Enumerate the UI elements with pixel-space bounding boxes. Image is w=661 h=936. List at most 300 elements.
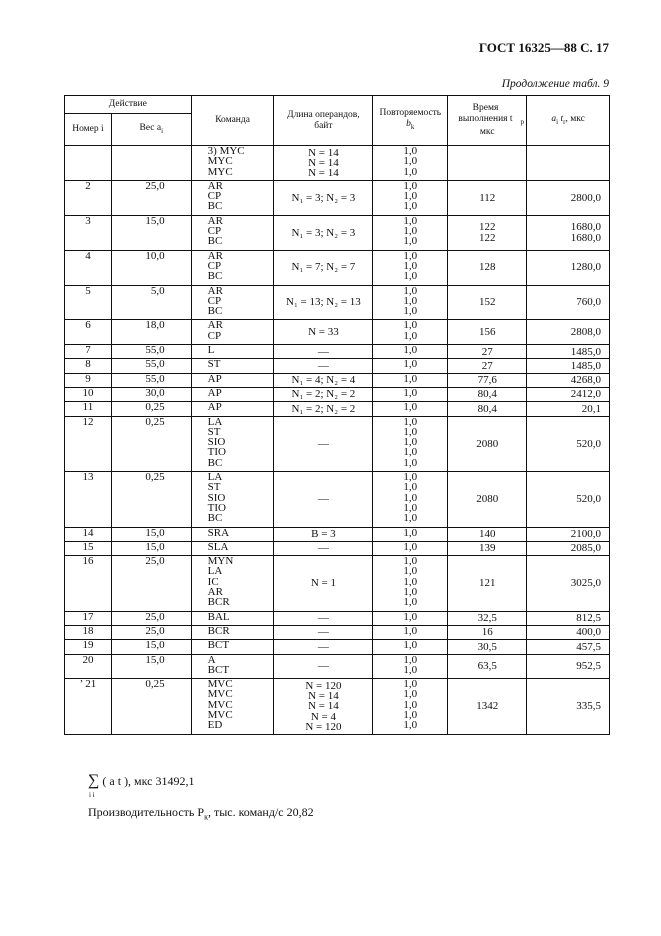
cell-length-line: — — [317, 542, 329, 555]
cell-number: 11 — [65, 402, 112, 416]
cell-command-line: L — [207, 344, 215, 357]
cell-time: 152 — [448, 285, 527, 320]
cell-command-line: A — [207, 653, 216, 666]
cell-at: 520,0 — [527, 416, 610, 472]
cell-command — [191, 527, 274, 541]
cell-repeat — [373, 345, 448, 359]
cell-repeat-line: 1,0 — [403, 512, 418, 525]
cell-number: 5 — [65, 285, 112, 320]
cell-repeat-line: 1,0 — [403, 235, 418, 248]
cell-repeat-line: 1,0 — [403, 586, 418, 599]
cell-repeat-line: 1,0 — [403, 596, 418, 609]
cell-command-line: CP — [207, 329, 222, 342]
cell-number: 18 — [65, 625, 112, 639]
cell-repeat-line: 1,0 — [403, 526, 418, 539]
cell-repeat — [373, 180, 448, 215]
cell-length — [274, 320, 373, 345]
cell-repeat-line: 1,0 — [403, 575, 418, 588]
cell-command-line: AR — [207, 214, 223, 227]
cell-repeat-line: 1,0 — [403, 501, 418, 514]
cell-repeat-line: 1,0 — [403, 344, 418, 357]
cell-time: 16 — [448, 625, 527, 639]
cell-number: 12 — [65, 416, 112, 472]
cell-command — [191, 402, 274, 416]
cell-repeat-line: 1,0 — [403, 319, 418, 332]
cell-repeat — [373, 527, 448, 541]
cell-command — [191, 387, 274, 401]
header-at-sub1: i — [556, 117, 559, 126]
table-row — [65, 527, 610, 541]
cell-repeat — [373, 556, 448, 612]
cell-length — [274, 472, 373, 528]
cell-repeat-line: 1,0 — [403, 214, 418, 227]
table-row — [65, 611, 610, 625]
table-row — [65, 320, 610, 345]
cell-repeat-line: 1,0 — [403, 145, 418, 157]
table-row — [65, 640, 610, 654]
table-row — [65, 250, 610, 285]
table-row — [65, 654, 610, 679]
cell-length — [274, 359, 373, 373]
cell-command — [191, 373, 274, 387]
cell-weight: 0,25 — [111, 402, 191, 416]
cell-length — [274, 285, 373, 320]
cell-command-line: AR — [207, 284, 223, 297]
cell-command-line: CP — [207, 225, 222, 238]
cell-at: 335,5 — [527, 679, 610, 735]
cell-length-line: N₁ = 3; N₂ = 3 — [291, 226, 356, 239]
performance-label: Производительность P — [88, 805, 205, 819]
cell-length-line: — — [317, 626, 329, 639]
performance-value: , тыс. команд/с 20,82 — [207, 805, 314, 819]
header-time-sub: p — [520, 117, 524, 126]
cell-repeat-line: 1,0 — [403, 624, 418, 637]
cell-command-line: BC — [207, 456, 223, 469]
cell-at: 812,5 — [527, 611, 610, 625]
cell-command-line: AR — [207, 319, 223, 332]
cell-command-line: LA — [207, 471, 223, 484]
header-length-text: Длина операндов, байт — [287, 109, 360, 131]
cell-time: 27 — [448, 359, 527, 373]
table-row — [65, 679, 610, 735]
table-row — [65, 416, 610, 472]
cell-time: 139 — [448, 541, 527, 555]
cell-length-line: N = 14 — [308, 689, 339, 702]
cell-command-line: MVC — [207, 688, 233, 701]
cell-repeat — [373, 146, 448, 181]
cell-repeat — [373, 679, 448, 735]
cell-length — [274, 541, 373, 555]
header-at — [527, 96, 610, 146]
cell-command-line: ED — [207, 719, 223, 732]
cell-length — [274, 373, 373, 387]
sigma-symbol: ∑ — [88, 772, 100, 789]
cell-repeat — [373, 285, 448, 320]
header-at-t: t — [558, 113, 564, 124]
cell-weight: 5,0 — [111, 285, 191, 320]
cell-time: 112 — [448, 180, 527, 215]
cell-length-line: — — [317, 493, 329, 506]
cell-repeat — [373, 402, 448, 416]
cell-command-line: 3) MYC — [207, 145, 245, 157]
cell-weight: 25,0 — [111, 180, 191, 215]
cell-repeat-line: 1,0 — [403, 610, 418, 623]
table-row — [65, 541, 610, 555]
header-weight — [111, 114, 191, 146]
cell-weight: 25,0 — [111, 625, 191, 639]
cell-command — [191, 625, 274, 639]
cell-repeat — [373, 611, 448, 625]
cell-number: 16 — [65, 556, 112, 612]
cell-length-line: — — [317, 359, 329, 372]
cell-command-line: BCT — [207, 639, 230, 652]
cell-length-line: B = 3 — [311, 528, 336, 541]
cell-at: 2085,0 — [527, 541, 610, 555]
cell-repeat-line: 1,0 — [403, 678, 418, 691]
cell-number — [65, 146, 112, 181]
cell-repeat-line: 1,0 — [403, 415, 418, 428]
cell-weight: 15,0 — [111, 640, 191, 654]
cell-repeat-line: 1,0 — [403, 372, 418, 385]
cell-command — [191, 359, 274, 373]
cell-repeat-line: 1,0 — [403, 425, 418, 438]
cell-weight: 55,0 — [111, 345, 191, 359]
cell-weight: 0,25 — [111, 416, 191, 472]
sum-expression: ( a t ), мкс 31492,1 — [102, 774, 195, 788]
cell-repeat-line: 1,0 — [403, 565, 418, 578]
cell-length — [274, 387, 373, 401]
cell-repeat-line: 1,0 — [403, 155, 418, 168]
cell-repeat — [373, 472, 448, 528]
cell-command — [191, 679, 274, 735]
cell-command-line: AP — [207, 386, 222, 399]
header-repeat-text: Повторяемость — [379, 108, 442, 119]
cell-weight: 10,0 — [111, 250, 191, 285]
cell-weight: 25,0 — [111, 611, 191, 625]
cell-command — [191, 556, 274, 612]
cell-time: 63,5 — [448, 654, 527, 679]
cell-length — [274, 215, 373, 250]
cell-length-line: — — [317, 612, 329, 625]
table-row — [65, 215, 610, 250]
table-row — [65, 180, 610, 215]
cell-repeat-line: 1,0 — [403, 540, 418, 553]
cell-time: 140 — [448, 527, 527, 541]
sum-line — [88, 772, 195, 799]
cell-command-line: SIO — [207, 491, 226, 504]
cell-number: 15 — [65, 541, 112, 555]
cell-time: 2080 — [448, 416, 527, 472]
cell-time: 128 — [448, 250, 527, 285]
cell-repeat — [373, 359, 448, 373]
cell-weight: 30,0 — [111, 387, 191, 401]
cell-command-line: BC — [207, 305, 223, 318]
cell-repeat — [373, 373, 448, 387]
table-row — [65, 556, 610, 612]
cell-length — [274, 527, 373, 541]
header-time-text: Время выполнения t — [458, 102, 513, 124]
cell-repeat-line: 1,0 — [403, 190, 418, 203]
cell-length-line: — — [317, 437, 329, 450]
cell-time: 2080 — [448, 472, 527, 528]
cell-command — [191, 345, 274, 359]
cell-at: 2100,0 — [527, 527, 610, 541]
cell-time: 122 122 — [448, 215, 527, 250]
cell-repeat — [373, 215, 448, 250]
cell-command — [191, 541, 274, 555]
cell-command-line: IC — [207, 575, 219, 588]
cell-length — [274, 416, 373, 472]
cell-weight: 18,0 — [111, 320, 191, 345]
cell-number: 7 — [65, 345, 112, 359]
cell-command-line: MYN — [207, 555, 234, 568]
cell-number: 13 — [65, 472, 112, 528]
cell-command-line: TIO — [207, 501, 226, 514]
header-number: Номер i — [65, 114, 112, 146]
cell-length — [274, 654, 373, 679]
cell-repeat-line: 1,0 — [403, 639, 418, 652]
cell-number: 19 — [65, 640, 112, 654]
cell-at: 1280,0 — [527, 250, 610, 285]
cell-repeat-line: 1,0 — [403, 329, 418, 342]
cell-weight: 0,25 — [111, 679, 191, 735]
cell-repeat-line: 1,0 — [403, 270, 418, 283]
cell-repeat-line: 1,0 — [403, 698, 418, 711]
cell-time: 1342 — [448, 679, 527, 735]
cell-command-line: BC — [207, 270, 223, 283]
cell-repeat-line: 1,0 — [403, 294, 418, 307]
cell-number: 3 — [65, 215, 112, 250]
cell-number: 8 — [65, 359, 112, 373]
cell-length — [274, 625, 373, 639]
cell-at: 3025,0 — [527, 556, 610, 612]
cell-command-line: BAL — [207, 610, 230, 623]
header-repeat — [373, 96, 448, 146]
cell-length — [274, 640, 373, 654]
cell-time: 156 — [448, 320, 527, 345]
cell-command — [191, 285, 274, 320]
cell-repeat-line: 1,0 — [403, 709, 418, 721]
cell-command-line: BC — [207, 235, 223, 248]
cell-repeat — [373, 654, 448, 679]
cell-command — [191, 611, 274, 625]
header-action: Действие — [65, 96, 192, 114]
cell-at: 520,0 — [527, 472, 610, 528]
cell-command-line: AP — [207, 372, 222, 385]
cell-command-line: MYC — [207, 155, 233, 168]
table-row — [65, 345, 610, 359]
cell-time: 32,5 — [448, 611, 527, 625]
cell-length-line: N₁ = 4; N₂ = 4 — [291, 374, 356, 387]
cell-repeat — [373, 416, 448, 472]
cell-number: 6 — [65, 320, 112, 345]
cell-length — [274, 556, 373, 612]
cell-repeat-line: 1,0 — [403, 386, 418, 399]
cell-repeat-line: 1,0 — [403, 471, 418, 484]
cell-weight: 15,0 — [111, 541, 191, 555]
cell-command-line: ST — [207, 425, 221, 438]
cell-length-line: — — [317, 660, 329, 673]
cell-number: 10 — [65, 387, 112, 401]
cell-repeat-line: 1,0 — [403, 225, 418, 238]
cell-repeat — [373, 640, 448, 654]
cell-length — [274, 679, 373, 735]
cell-repeat-line: 1,0 — [403, 401, 418, 414]
cell-time: 30,5 — [448, 640, 527, 654]
table-row — [65, 359, 610, 373]
header-command: Команда — [191, 96, 274, 146]
cell-command-line: AR — [207, 249, 223, 262]
cell-length-line: N = 33 — [308, 326, 339, 339]
cell-repeat-line: 1,0 — [403, 284, 418, 297]
header-time-unit: мкс — [479, 127, 495, 138]
cell-length-line: — — [317, 640, 329, 653]
cell-command-line: SIO — [207, 436, 226, 449]
cell-at: 2412,0 — [527, 387, 610, 401]
cell-command-line: CP — [207, 190, 222, 203]
cell-repeat-line: 1,0 — [403, 165, 418, 178]
cell-repeat-line: 1,0 — [403, 200, 418, 213]
cell-time: 77,6 — [448, 373, 527, 387]
cell-at: 400,0 — [527, 625, 610, 639]
cell-command-line: BCR — [207, 624, 230, 637]
cell-length-line: N₁ = 2; N₂ = 2 — [291, 388, 356, 401]
cell-command-line: LA — [207, 415, 223, 428]
cell-at: 1485,0 — [527, 359, 610, 373]
cell-time: 121 — [448, 556, 527, 612]
cell-at: 4268,0 — [527, 373, 610, 387]
cell-time: 27 — [448, 345, 527, 359]
cell-length-line: N₁ = 7; N₂ = 7 — [291, 261, 356, 274]
cell-length-line: N = 14 — [308, 156, 339, 169]
cell-repeat-line: 1,0 — [403, 491, 418, 504]
cell-command-line: LA — [207, 565, 223, 578]
header-length — [274, 96, 373, 146]
cell-repeat — [373, 250, 448, 285]
cell-weight: 15,0 — [111, 527, 191, 541]
cell-at: 2800,0 — [527, 180, 610, 215]
cell-length — [274, 146, 373, 181]
cell-command-line: SRA — [207, 526, 230, 539]
cell-at: 1680,0 1680,0 — [527, 215, 610, 250]
cell-command-line: BC — [207, 200, 223, 213]
cell-at: 1485,0 — [527, 345, 610, 359]
cell-command-line: SLA — [207, 540, 229, 553]
cell-command-line: CP — [207, 294, 222, 307]
cell-command — [191, 180, 274, 215]
cell-length-line: N = 120 — [305, 679, 342, 692]
cell-command-line: ST — [207, 481, 221, 494]
cell-weight — [111, 146, 191, 181]
header-repeat-sub: k — [410, 122, 415, 131]
table-continuation-label: Продолжение табл. 9 — [501, 78, 609, 90]
cell-command — [191, 654, 274, 679]
cell-length-line: N₁ = 2; N₂ = 2 — [291, 402, 356, 415]
header-time — [448, 96, 527, 146]
table-row — [65, 625, 610, 639]
cell-at: 760,0 — [527, 285, 610, 320]
table-row — [65, 387, 610, 401]
cell-length-line: N = 4 — [310, 710, 336, 723]
cell-command-line: MVC — [207, 698, 233, 711]
cell-weight: 15,0 — [111, 654, 191, 679]
header-weight-sub: i — [161, 126, 164, 135]
cell-number: 9 — [65, 373, 112, 387]
cell-weight: 25,0 — [111, 556, 191, 612]
cell-at — [527, 146, 610, 181]
cell-repeat-line: 1,0 — [403, 305, 418, 318]
cell-length — [274, 180, 373, 215]
cell-weight: 55,0 — [111, 359, 191, 373]
table-body — [65, 146, 610, 735]
header-at-a: a — [551, 113, 557, 124]
cell-command — [191, 416, 274, 472]
cell-command — [191, 640, 274, 654]
cell-repeat-line: 1,0 — [403, 688, 418, 701]
cell-repeat-line: 1,0 — [403, 456, 418, 469]
performance-line — [88, 805, 314, 821]
cell-command — [191, 146, 274, 181]
cell-number: 20 — [65, 654, 112, 679]
cell-time — [448, 146, 527, 181]
cell-at: 457,5 — [527, 640, 610, 654]
performance-sub: к — [204, 812, 208, 822]
cell-command-line: AP — [207, 401, 222, 414]
sigma-subscript: i i — [89, 791, 95, 799]
cell-length-line: — — [317, 345, 329, 358]
cell-repeat-line: 1,0 — [403, 653, 418, 666]
cell-length-line: N = 120 — [305, 720, 342, 733]
cell-repeat — [373, 541, 448, 555]
header-at-unit: , мкс — [565, 113, 585, 124]
cell-length-line: N₁ = 13; N₂ = 13 — [286, 296, 361, 309]
cell-command — [191, 320, 274, 345]
cell-length-line: N = 14 — [308, 700, 339, 713]
cell-time: 80,4 — [448, 402, 527, 416]
table-row — [65, 285, 610, 320]
cell-weight: 15,0 — [111, 215, 191, 250]
cell-at: 2808,0 — [527, 320, 610, 345]
cell-repeat-line: 1,0 — [403, 481, 418, 494]
table-row — [65, 402, 610, 416]
data-table — [64, 95, 610, 735]
cell-repeat — [373, 320, 448, 345]
cell-command-line: MVC — [207, 678, 233, 691]
cell-repeat-line: 1,0 — [403, 179, 418, 192]
cell-repeat-line: 1,0 — [403, 358, 418, 371]
cell-command-line: AR — [207, 586, 223, 599]
cell-number: 4 — [65, 250, 112, 285]
cell-repeat — [373, 387, 448, 401]
cell-repeat — [373, 625, 448, 639]
cell-command-line: MYC — [207, 165, 233, 178]
cell-repeat-line: 1,0 — [403, 719, 418, 732]
cell-number: 2 — [65, 180, 112, 215]
cell-command-line: AR — [207, 179, 223, 192]
table-row — [65, 472, 610, 528]
cell-weight: 55,0 — [111, 373, 191, 387]
cell-command-line: TIO — [207, 446, 226, 459]
cell-length — [274, 611, 373, 625]
cell-length — [274, 402, 373, 416]
cell-command — [191, 472, 274, 528]
header-weight-text: Вес a — [139, 122, 162, 133]
cell-number: 17 — [65, 611, 112, 625]
cell-at: 20,1 — [527, 402, 610, 416]
cell-number: ’ 21 — [65, 679, 112, 735]
cell-command — [191, 215, 274, 250]
cell-repeat-line: 1,0 — [403, 663, 418, 676]
